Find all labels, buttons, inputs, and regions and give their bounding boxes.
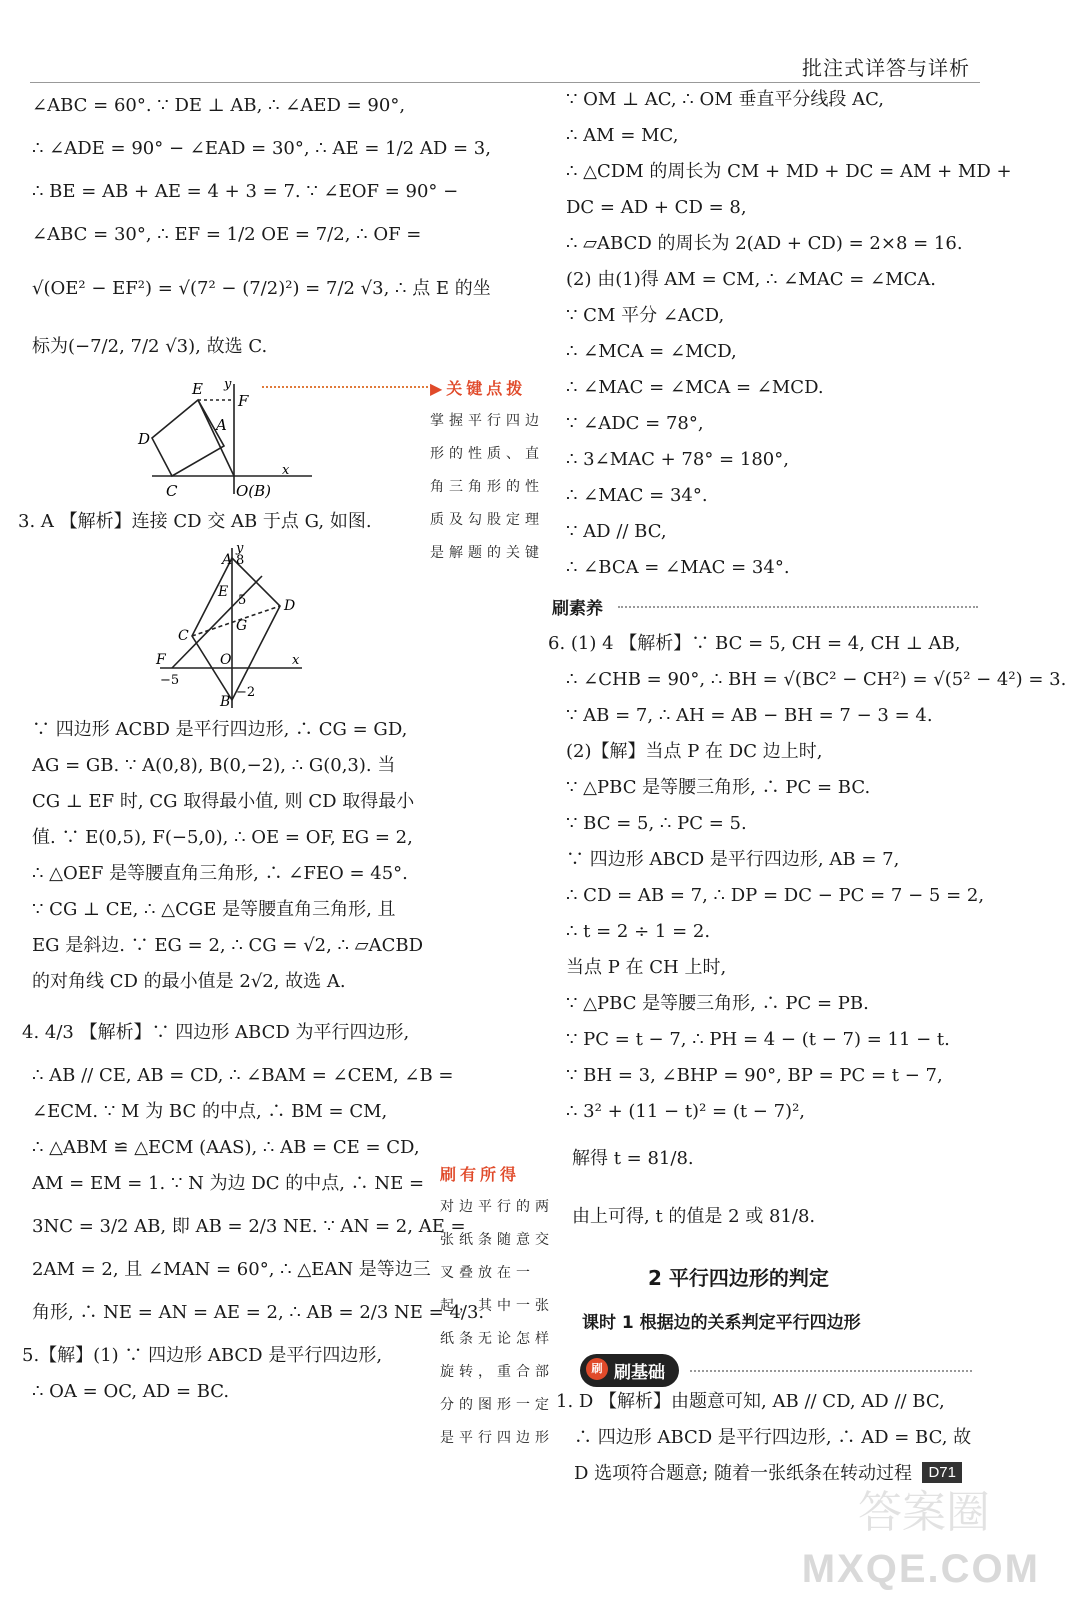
text-line: √(OE² − EF²) = √(7² − (7/2)²) = 7/2 √3, ∴ 点 E 的坐 — [32, 278, 491, 299]
badge-divider — [690, 1370, 972, 1372]
text-line: 6. (1) 4 【解析】∵ BC = 5, CH = 4, CH ⊥ AB, — [548, 633, 961, 654]
text-line: AM = EM = 1. ∵ N 为边 DC 的中点, ∴ NE = — [32, 1173, 425, 1194]
badge-icon: 刷 — [586, 1358, 608, 1380]
text-line: ∵ BH = 3, ∠BHP = 90°, BP = PC = t − 7, — [566, 1065, 943, 1086]
text-line: ∵ 四边形 ABCD 是平行四边形, AB = 7, — [566, 849, 900, 870]
watermark-url: MXQE.COM — [801, 1547, 1040, 1591]
text-line: CG ⊥ EF 时, CG 取得最小值, 则 CD 取得最小 — [32, 791, 415, 812]
left-block-a — [32, 88, 491, 376]
figure-1-svg — [112, 376, 412, 504]
text-line: ∠ECM. ∵ M 为 BC 的中点, ∴ BM = CM, — [32, 1101, 388, 1122]
label-y: y — [224, 377, 232, 392]
text-line: ∴ 3∠MAC + 78° = 180°, — [566, 449, 789, 470]
side-note-title: ▶关键点拨 — [430, 379, 527, 398]
text-line: D 选项符合题意; 随着一张纸条在转动过程 — [574, 1463, 912, 1484]
side-note-takeaway — [440, 1158, 560, 1455]
side-note-key-points — [430, 372, 550, 570]
text-line: ∴ BE = AB + AE = 4 + 3 = 7. ∵ ∠EOF = 90° − — [32, 181, 459, 202]
label-5: 5 — [238, 593, 247, 608]
label-minus2: −2 — [236, 685, 256, 700]
text-line: ∴ ∠MAC = ∠MCA = ∠MCD. — [566, 377, 824, 398]
section-label-shusuyang: 刷素养 — [552, 599, 603, 619]
label-d: D — [284, 598, 296, 614]
text-line: ∴ 四边形 ABCD 是平行四边形, ∴ AD = BC, 故 — [574, 1427, 972, 1448]
text-line: 5.【解】(1) ∵ 四边形 ABCD 是平行四边形, — [22, 1345, 383, 1366]
label-a: A — [216, 416, 227, 434]
text-line: ∴ ∠ADE = 90° − ∠EAD = 30°, ∴ AE = 1/2 AD = 3, — [32, 138, 491, 159]
question-3: 3. A 【解析】连接 CD 交 AB 于点 G, 如图. — [18, 511, 372, 532]
label-f: F — [238, 392, 249, 410]
text-line: ∵ CM 平分 ∠ACD, — [566, 305, 725, 326]
right-block-b — [548, 626, 1066, 1246]
right-block-a — [548, 82, 1012, 586]
label-d: D — [138, 430, 151, 448]
badge-shua-jichu — [580, 1354, 679, 1387]
text-line: 4. 4/3 【解析】∵ 四边形 ABCD 为平行四边形, — [22, 1022, 410, 1043]
text-line: ∴ ∠MCA = ∠MCD, — [566, 341, 737, 362]
text-line: ∵ PC = t − 7, ∴ PH = 4 − (t − 7) = 11 − t. — [566, 1029, 950, 1050]
text-line: ∴ △ABM ≌ △ECM (AAS), ∴ AB = CE = CD, — [32, 1137, 420, 1158]
text-line: EG 是斜边. ∵ EG = 2, ∴ CG = √2, ∴ ▱ACBD — [32, 935, 424, 956]
text-line: ∴ △OEF 是等腰直角三角形, ∴ ∠FEO = 45°. — [32, 863, 408, 884]
text-line: ∴ t = 2 ÷ 1 = 2. — [566, 921, 711, 942]
side-note-text: 掌握平行四边形的性质、直角三角形的性质及勾股定理是解题的关键 — [430, 413, 544, 561]
side-note-title: 刷有所得 — [440, 1165, 521, 1184]
text-line: ∵ 四边形 ACBD 是平行四边形, ∴ CG = GD, — [32, 719, 408, 740]
text-line: ∵ △PBC 是等腰三角形, ∴ PC = BC. — [566, 777, 871, 798]
side-note-text: 对边平行的两张纸条随意交叉叠放在一起，其中一张纸条无论怎样旋转，重合部分的图形一定是平行四边形 — [440, 1199, 554, 1446]
side-note-connector — [262, 386, 428, 388]
right-column — [548, 82, 1066, 1246]
text-line: ∴ ▱ABCD 的周长为 2(AD + CD) = 2×8 = 16. — [566, 233, 963, 254]
segment-eb — [198, 400, 234, 476]
label-c: C — [178, 628, 189, 644]
label-8: 8 — [236, 553, 245, 568]
label-c: C — [166, 482, 178, 500]
text-line: 3NC = 3/2 AB, 即 AB = 2/3 NE. ∵ AN = 2, AE = — [32, 1216, 466, 1237]
text-line: 当点 P 在 CH 上时, — [566, 957, 727, 978]
figure-2-svg — [142, 540, 442, 712]
watermark-logo: 答案圈 — [858, 1487, 990, 1538]
text-line: 1. D 【解析】由题意可知, AB // CD, AD // BC, — [556, 1391, 945, 1412]
lesson-title: 课时 1 根据边的关系判定平行四边形 — [582, 1313, 861, 1333]
text-line: DC = AD + CD = 8, — [566, 197, 747, 218]
text-line: ∴ AM = MC, — [566, 125, 679, 146]
page-number: D71 — [922, 1462, 962, 1483]
label-a: A — [222, 552, 233, 568]
line-ef — [172, 576, 262, 668]
text-line: ∵ CG ⊥ CE, ∴ △CGE 是等腰直角三角形, 且 — [32, 899, 396, 920]
text-line: ∵ AB = 7, ∴ AH = AB − BH = 7 − 3 = 4. — [566, 705, 933, 726]
left-block-b — [32, 712, 437, 1000]
label-e: E — [218, 584, 229, 600]
text-line: 2AM = 2, 且 ∠MAN = 60°, ∴ △EAN 是等边三 — [32, 1259, 431, 1280]
label-y: y — [236, 541, 244, 556]
label-minus5: −5 — [160, 673, 180, 688]
text-line: 由上可得, t 的值是 2 或 81/8. — [572, 1206, 816, 1227]
label-ob: O(B) — [236, 482, 272, 500]
text-line: ∠ABC = 60°. ∵ DE ⊥ AB, ∴ ∠AED = 90°, — [32, 95, 406, 116]
shusuyang-row — [548, 586, 978, 626]
text-line: 的对角线 CD 的最小值是 2√2, 故选 A. — [32, 971, 346, 992]
text-line: ∵ BC = 5, ∴ PC = 5. — [566, 813, 747, 834]
text-line: ∠ABC = 30°, ∴ EF = 1/2 OE = 7/2, ∴ OF = — [32, 224, 422, 245]
text-line: 值. ∵ E(0,5), F(−5,0), ∴ OE = OF, EG = 2, — [32, 827, 413, 848]
label-f: F — [156, 652, 166, 668]
text-line: ∴ ∠BCA = ∠MAC = 34°. — [566, 557, 790, 578]
label-b: B — [220, 694, 231, 710]
section-divider — [618, 606, 978, 608]
text-line: 标为(−7/2, 7/2 √3), 故选 C. — [32, 336, 268, 357]
text-line: ∵ AD // BC, — [566, 521, 667, 542]
text-line: ∴ CD = AB = 7, ∴ DP = DC − PC = 7 − 5 = 2, — [566, 885, 985, 906]
parallelogram — [152, 400, 224, 476]
text-line: ∵ △PBC 是等腰三角形, ∴ PC = PB. — [566, 993, 869, 1014]
text-line: ∴ ∠CHB = 90°, ∴ BH = √(BC² − CH²) = √(5² − 4²) = 3. — [566, 669, 1066, 690]
text-line: ∴ ∠MAC = 34°. — [566, 485, 708, 506]
text-line: (2) 由(1)得 AM = CM, ∴ ∠MAC = ∠MCA. — [566, 269, 937, 290]
label-x: x — [292, 653, 300, 668]
section-title: 2 平行四边形的判定 — [648, 1266, 829, 1290]
badge-label: 刷基础 — [614, 1363, 665, 1383]
label-o: O — [220, 652, 232, 668]
header-title: 批注式详答与详析 — [802, 56, 970, 80]
figure-1 — [32, 376, 437, 504]
label-x: x — [282, 463, 290, 478]
text-line: (2)【解】当点 P 在 DC 边上时, — [566, 741, 823, 762]
text-line: ∴ AB // CE, AB = CD, ∴ ∠BAM = ∠CEM, ∠B = — [32, 1065, 454, 1086]
text-line: ∴ 3² + (11 − t)² = (t − 7)², — [566, 1101, 806, 1122]
text-line: ∵ OM ⊥ AC, ∴ OM 垂直平分线段 AC, — [566, 89, 884, 110]
text-line: ∵ ∠ADC = 78°, — [566, 413, 704, 434]
figure-2 — [32, 540, 437, 712]
text-line: AG = GB. ∵ A(0,8), B(0,−2), ∴ G(0,3). 当 — [32, 755, 396, 776]
label-g: G — [236, 618, 248, 634]
text-line: ∴ OA = OC, AD = BC. — [32, 1381, 230, 1402]
text-line: ∴ △CDM 的周长为 CM + MD + DC = AM + MD + — [566, 161, 1012, 182]
text-line: 角形, ∴ NE = AN = AE = 2, ∴ AB = 2/3 NE = 4/3. — [32, 1302, 485, 1323]
label-e: E — [192, 380, 203, 398]
text-line: 解得 t = 81/8. — [572, 1148, 694, 1169]
